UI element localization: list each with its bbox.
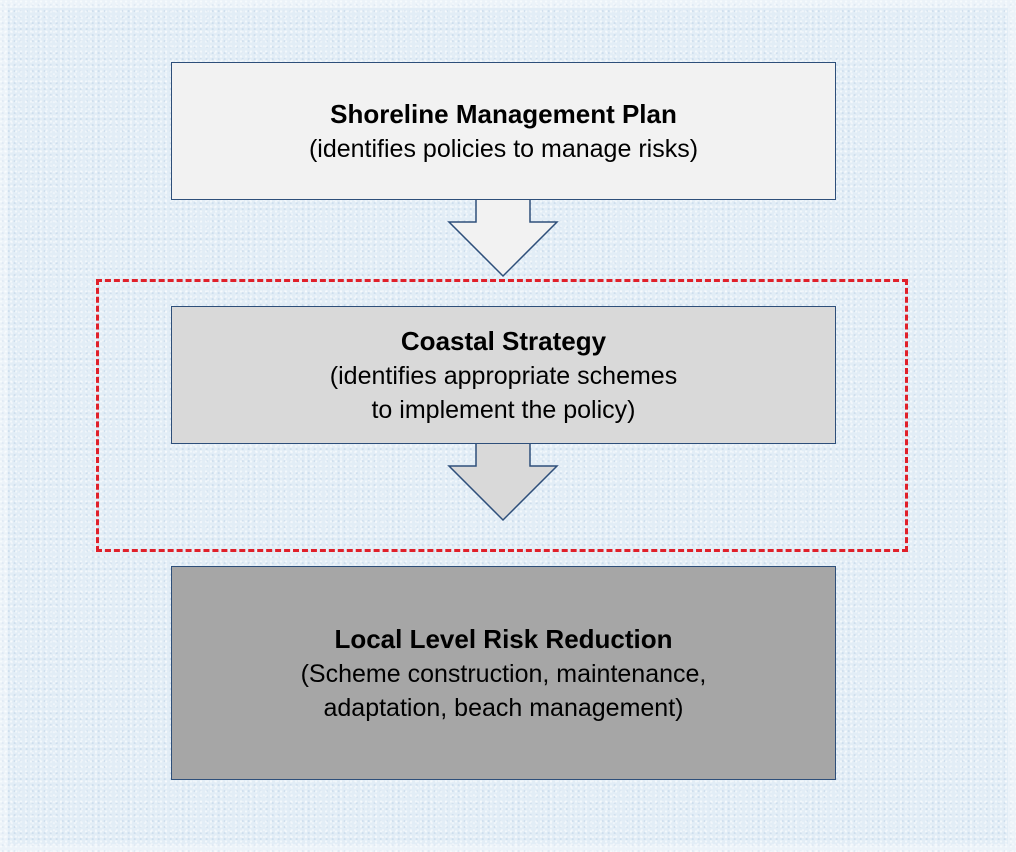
- node-title: Coastal Strategy: [400, 326, 607, 356]
- node-description: (identifies policies to manage risks): [308, 135, 699, 163]
- node-description-line-2: to implement the policy): [371, 396, 636, 424]
- node-shoreline-management-plan: [171, 62, 836, 200]
- node-title: Shoreline Management Plan: [330, 99, 677, 129]
- arrow-cs-to-llr: [449, 443, 557, 520]
- node-description-line-2: adaptation, beach management): [323, 694, 684, 722]
- node-description-line-1: (Scheme construction, maintenance,: [300, 660, 707, 688]
- arrow-smp-to-cs: [449, 199, 557, 276]
- node-title: Local Level Risk Reduction: [334, 624, 673, 654]
- node-coastal-strategy: [171, 306, 836, 444]
- node-local-level-risk-reduction: [171, 566, 836, 780]
- node-description-line-1: (identifies appropriate schemes: [329, 362, 678, 390]
